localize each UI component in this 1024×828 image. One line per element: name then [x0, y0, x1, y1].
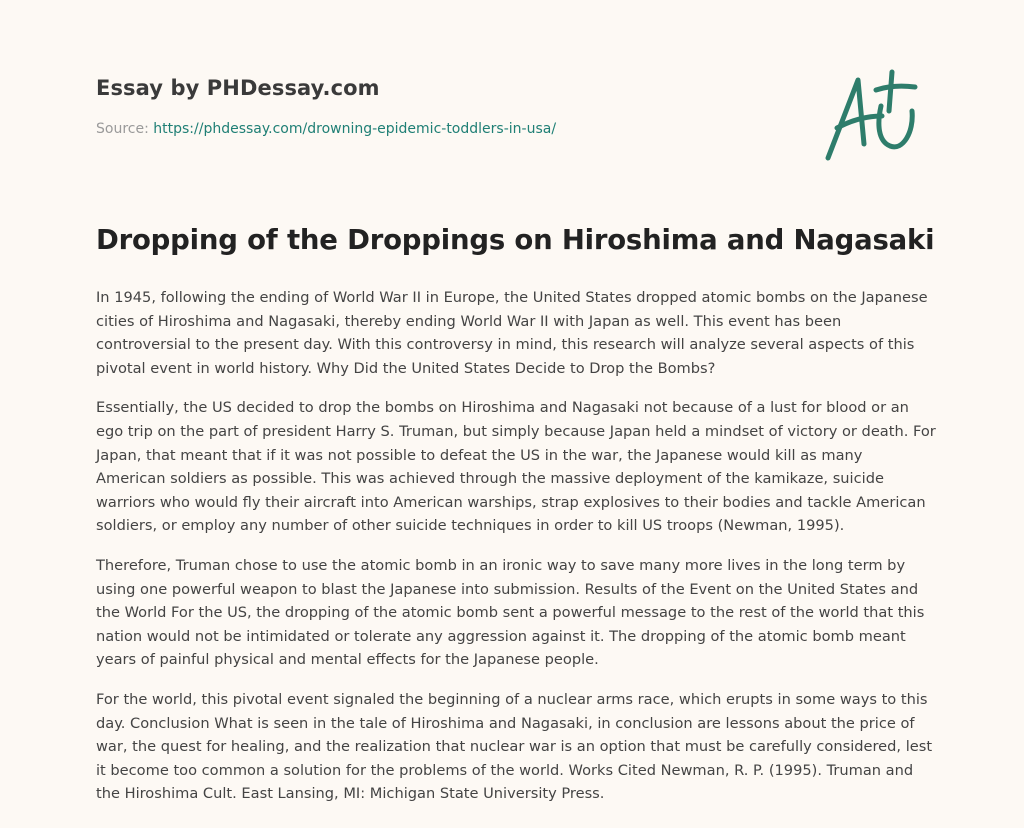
essay-paragraph: Therefore, Truman chose to use the atomic bomb in an ironic way to save many more lives in the long term by using one powerful weapon to blast the Japanese into submission. Results of the Event on the United States and the World For the US, the dropping of the atomic bomb sent a powerful message to the rest of the world that this nation would not be intimidated or tolerate any aggression against it. The dropping of the atomic bomb meant years of painful physical and mental effects for the Japanese people.: [96, 556, 925, 669]
source-link[interactable]: https://phdessay.com/drowning-epidemic-toddlers-in-usa/: [153, 121, 557, 137]
source-line: [96, 121, 796, 137]
page-header: [96, 76, 796, 137]
essay-paragraph: Essentially, the US decided to drop the bombs on Hiroshima and Nagasaki not because of a lust for blood or an ego trip on the part of president Harry S. Truman, but simply because Japan held a mindset of victory or death. For Japan, that meant that if it was not possible to defeat the US in the war, the Japanese would kill as many American soldiers as possible. This was achieved through the massive deployment of the kamikaze, suicide warriors who would fly their aircraft into American warships, strap explosives to their bodies and tackle American soldiers, or employ any number of other suicide techniques in order to kill US troops (Newman, 1995).: [96, 399, 936, 535]
essay-body: [96, 286, 936, 822]
a-plus-grade-icon: [820, 66, 930, 166]
essay-paragraph: For the world, this pivotal event signaled the beginning of a nuclear arms race, which erupts in some ways to this day. Conclusion What is seen in the tale of Hiroshima and Nagasaki, in conclusion are lessons about the price of war, the quest for healing, and the realization that nuclear war is an option that must be carefully considered, lest it become too common a solution for the problems of the world. Works Cited Newman, R. P. (1995). Truman and the Hiroshima Cult. East Lansing, MI: Michigan State University Press.: [96, 690, 933, 803]
essay-title: Dropping of the Droppings on Hiroshima and Nagasaki: [96, 224, 935, 256]
essay-paragraph: In 1945, following the ending of World War II in Europe, the United States dropped atomic bombs on the Japanese cities of Hiroshima and Nagasaki, thereby ending World War II with Japan as well. This event has been controversial to the present day. With this controversy in mind, this research will analyze several aspects of this pivotal event in world history. Why Did the United States Decide to Drop the Bombs?: [96, 289, 928, 377]
brand-title: Essay by PHDessay.com: [96, 76, 380, 100]
source-label: Source:: [96, 121, 154, 137]
